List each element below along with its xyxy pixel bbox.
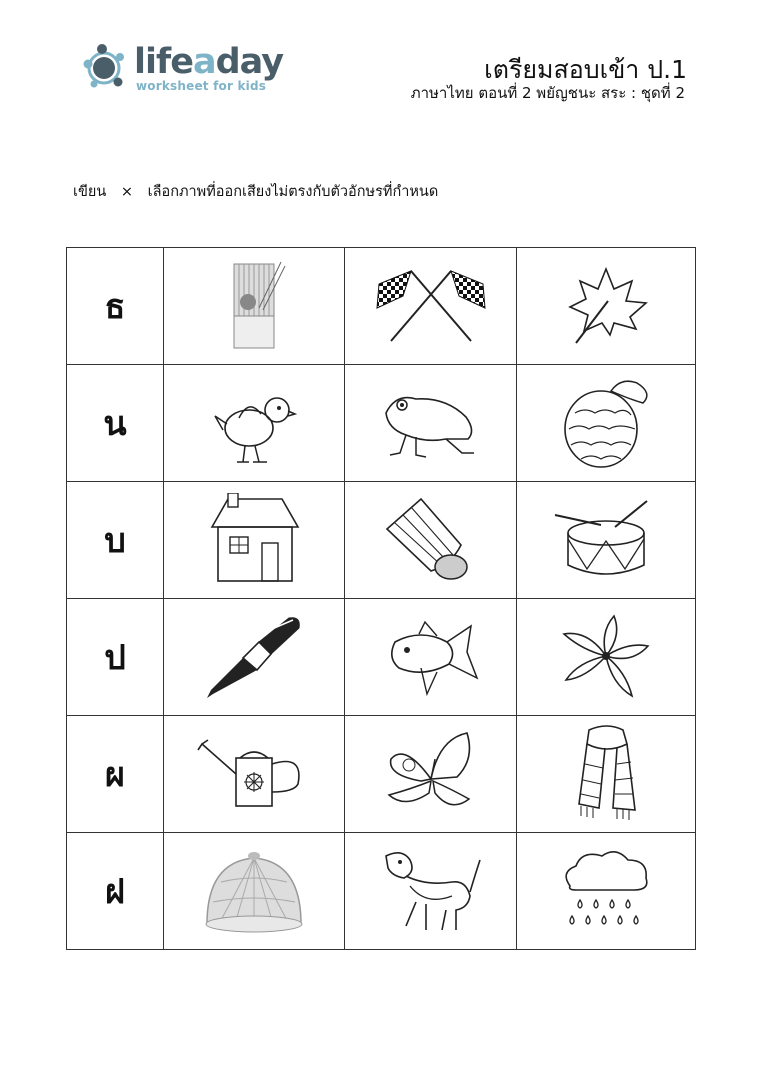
picture-cell[interactable] bbox=[345, 482, 517, 599]
table-row bbox=[67, 248, 696, 365]
picture-cell[interactable] bbox=[345, 599, 517, 716]
picture-cell[interactable] bbox=[164, 833, 345, 950]
table-row bbox=[67, 482, 696, 599]
picture-cell[interactable] bbox=[164, 482, 345, 599]
instruction bbox=[73, 180, 438, 203]
worksheet-table bbox=[66, 247, 696, 950]
table-row bbox=[67, 716, 696, 833]
table-row bbox=[67, 833, 696, 950]
logo-tagline: worksheet for kids bbox=[136, 79, 267, 93]
picture-cell[interactable] bbox=[164, 365, 345, 482]
cross-mark: × bbox=[120, 184, 134, 200]
letter-cell: บ bbox=[67, 482, 164, 599]
page-subtitle: ภาษาไทย ตอนที่ 2 พยัญชนะ สระ : ชุดที่ 2 bbox=[410, 84, 685, 102]
picture-cell[interactable] bbox=[517, 248, 696, 365]
checkered-flags-icon bbox=[371, 266, 491, 346]
letter-cell: น bbox=[67, 365, 164, 482]
picture-cell[interactable] bbox=[164, 716, 345, 833]
frog-icon bbox=[376, 383, 486, 463]
picture-cell[interactable] bbox=[345, 716, 517, 833]
letter-cell: ป bbox=[67, 599, 164, 716]
instruction-text: เลือกภาพที่ออกเสียงไม่ตรงกับตัวอักษรที่กำหนด bbox=[147, 184, 439, 200]
rain-cloud-icon bbox=[556, 846, 656, 936]
logo-wordmark: lifeaday bbox=[134, 42, 284, 82]
table-row bbox=[67, 599, 696, 716]
custard-apple-icon bbox=[551, 373, 661, 473]
shuttlecock-icon bbox=[381, 495, 481, 585]
page-title: เตรียมสอบเข้า ป.1 bbox=[484, 55, 687, 84]
drum-icon bbox=[551, 495, 661, 585]
picture-cell[interactable] bbox=[345, 248, 517, 365]
food-cover-icon bbox=[199, 846, 309, 936]
picture-cell[interactable] bbox=[164, 248, 345, 365]
table-row bbox=[67, 365, 696, 482]
lifeaday-logo bbox=[82, 38, 282, 98]
picture-cell[interactable] bbox=[517, 716, 696, 833]
flower-icon bbox=[556, 612, 656, 702]
instruction-prefix: เขียน bbox=[73, 184, 107, 200]
picture-cell[interactable] bbox=[517, 599, 696, 716]
fish-icon bbox=[381, 612, 481, 702]
butterfly-icon bbox=[381, 729, 481, 819]
maple-leaf-icon bbox=[556, 261, 656, 351]
bird-icon bbox=[209, 378, 299, 468]
picture-cell[interactable] bbox=[517, 833, 696, 950]
scarf-icon bbox=[561, 724, 651, 824]
picture-cell[interactable] bbox=[517, 365, 696, 482]
letter-cell: ฝ bbox=[67, 833, 164, 950]
picture-cell[interactable] bbox=[345, 365, 517, 482]
watering-can-icon bbox=[194, 734, 314, 814]
picture-cell[interactable] bbox=[164, 599, 345, 716]
picture-cell[interactable] bbox=[517, 482, 696, 599]
house-icon bbox=[204, 493, 304, 587]
letter-cell: ผ bbox=[67, 716, 164, 833]
fountain-pen-icon bbox=[199, 612, 309, 702]
logo-molecule-icon bbox=[82, 42, 132, 94]
picture-cell[interactable] bbox=[345, 833, 517, 950]
dog-icon bbox=[376, 846, 486, 936]
incense-sticks-icon bbox=[219, 258, 289, 354]
letter-cell: ธ bbox=[67, 248, 164, 365]
